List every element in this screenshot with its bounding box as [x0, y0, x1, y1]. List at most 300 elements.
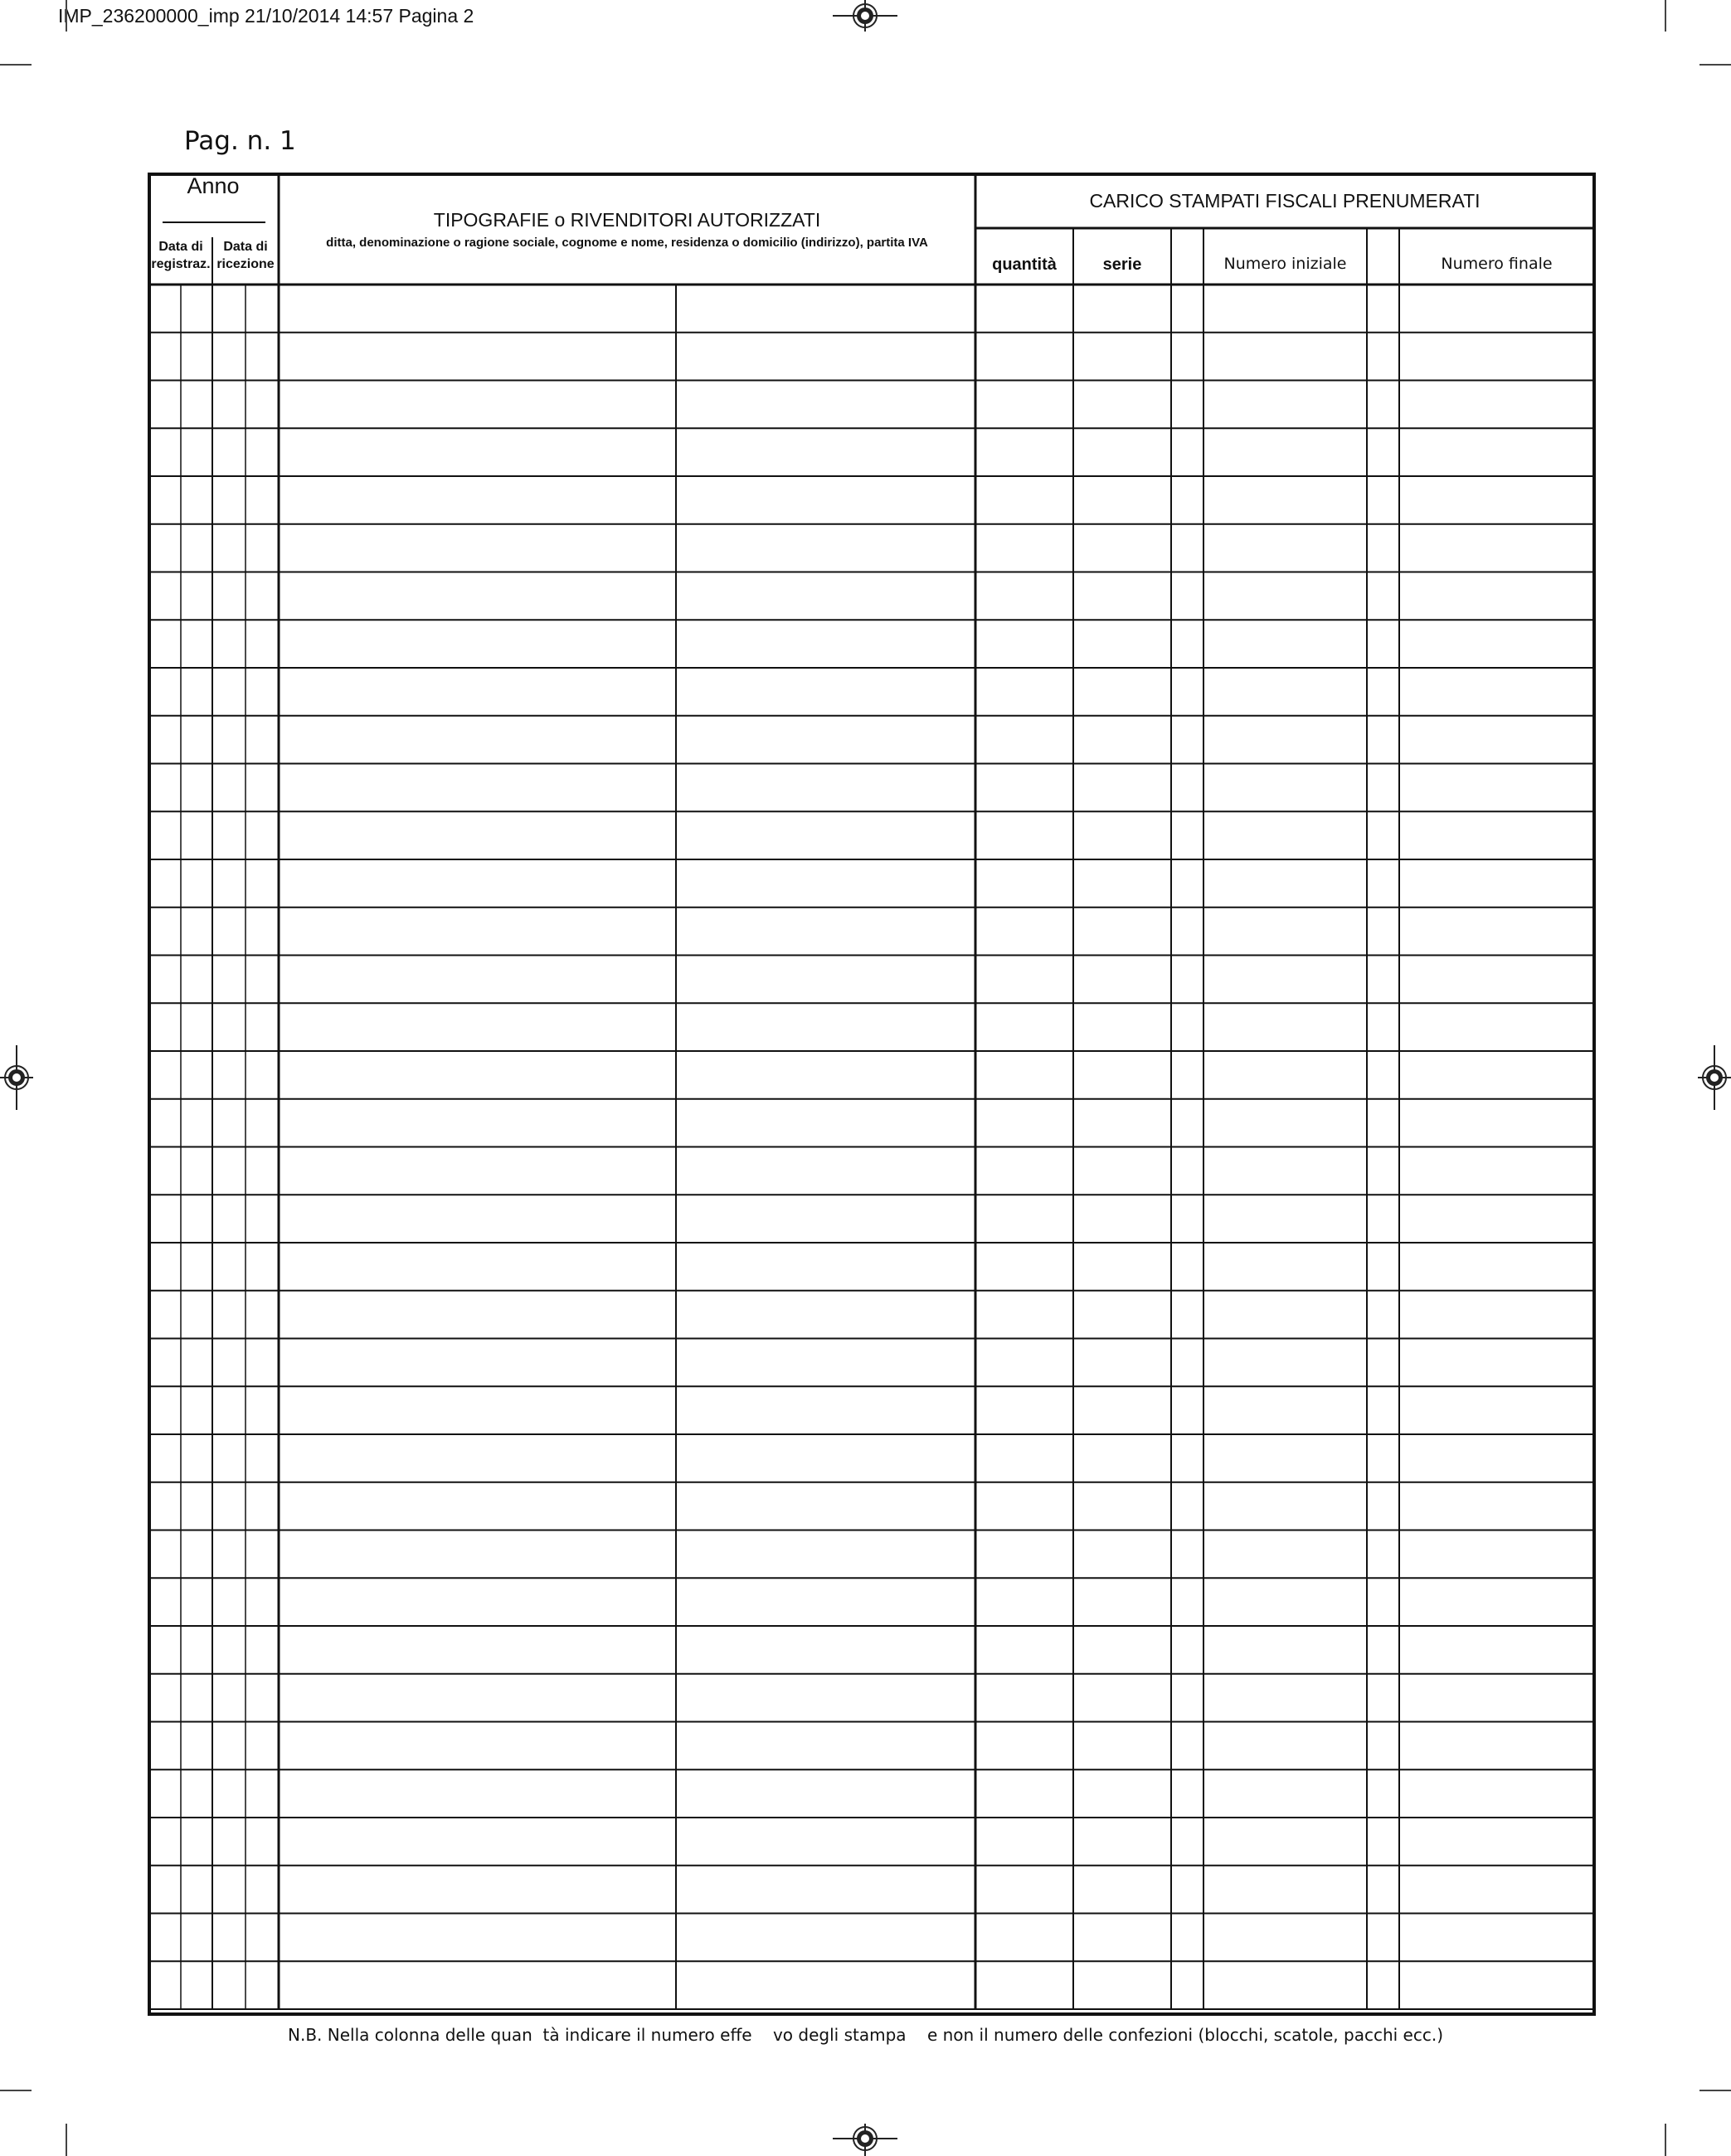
cell-serie[interactable]: [1073, 1243, 1171, 1291]
cell-quantita[interactable]: [975, 1339, 1073, 1387]
cell-numero-finale[interactable]: [1367, 524, 1594, 572]
cell-quantita[interactable]: [975, 1722, 1073, 1770]
cell-numero-finale[interactable]: [1367, 1531, 1594, 1579]
cell-numero-iniziale[interactable]: [1171, 1914, 1367, 1962]
cell-data-registrazione[interactable]: [149, 476, 212, 524]
cell-numero-iniziale[interactable]: [1171, 1099, 1367, 1147]
cell-indirizzo-partita-iva[interactable]: [676, 716, 975, 764]
cell-indirizzo-partita-iva[interactable]: [676, 476, 975, 524]
cell-numero-finale[interactable]: [1367, 956, 1594, 1004]
cell-data-registrazione[interactable]: [149, 1195, 212, 1243]
cell-quantita[interactable]: [975, 1866, 1073, 1914]
cell-numero-iniziale[interactable]: [1171, 908, 1367, 956]
cell-serie[interactable]: [1073, 764, 1171, 812]
cell-data-registrazione[interactable]: [149, 1099, 212, 1147]
cell-ditta[interactable]: [279, 1722, 676, 1770]
cell-data-ricezione[interactable]: [212, 1674, 279, 1722]
cell-serie[interactable]: [1073, 956, 1171, 1004]
cell-numero-iniziale[interactable]: [1171, 428, 1367, 476]
cell-numero-finale[interactable]: [1367, 1147, 1594, 1195]
cell-numero-finale[interactable]: [1367, 476, 1594, 524]
cell-numero-iniziale[interactable]: [1171, 333, 1367, 381]
cell-serie[interactable]: [1073, 1291, 1171, 1339]
cell-indirizzo-partita-iva[interactable]: [676, 1003, 975, 1051]
cell-indirizzo-partita-iva[interactable]: [676, 859, 975, 908]
cell-numero-iniziale[interactable]: [1171, 572, 1367, 621]
cell-data-ricezione[interactable]: [212, 1626, 279, 1674]
cell-data-ricezione[interactable]: [212, 956, 279, 1004]
cell-data-registrazione[interactable]: [149, 1769, 212, 1818]
cell-indirizzo-partita-iva[interactable]: [676, 1195, 975, 1243]
cell-quantita[interactable]: [975, 716, 1073, 764]
cell-numero-finale[interactable]: [1367, 1195, 1594, 1243]
cell-serie[interactable]: [1073, 476, 1171, 524]
cell-numero-iniziale[interactable]: [1171, 764, 1367, 812]
cell-data-ricezione[interactable]: [212, 524, 279, 572]
cell-ditta[interactable]: [279, 1578, 676, 1626]
cell-indirizzo-partita-iva[interactable]: [676, 1578, 975, 1626]
cell-data-ricezione[interactable]: [212, 716, 279, 764]
cell-data-ricezione[interactable]: [212, 811, 279, 859]
cell-data-registrazione[interactable]: [149, 1386, 212, 1434]
cell-indirizzo-partita-iva[interactable]: [676, 1961, 975, 2009]
cell-ditta[interactable]: [279, 1818, 676, 1866]
cell-serie[interactable]: [1073, 859, 1171, 908]
header-tipografie-title: TIPOGRAFIE o RIVENDITORI AUTORIZZATI: [433, 209, 821, 231]
cell-numero-iniziale[interactable]: [1171, 524, 1367, 572]
cell-serie[interactable]: [1073, 1482, 1171, 1531]
cell-numero-finale[interactable]: [1367, 572, 1594, 621]
cell-serie[interactable]: [1073, 1003, 1171, 1051]
cell-data-ricezione[interactable]: [212, 1243, 279, 1291]
cell-ditta[interactable]: [279, 381, 676, 429]
cell-data-ricezione[interactable]: [212, 428, 279, 476]
cell-numero-iniziale[interactable]: [1171, 716, 1367, 764]
cell-numero-iniziale[interactable]: [1171, 1626, 1367, 1674]
cell-ditta[interactable]: [279, 1339, 676, 1387]
cell-data-ricezione[interactable]: [212, 668, 279, 716]
cell-data-ricezione[interactable]: [212, 1003, 279, 1051]
cell-data-registrazione[interactable]: [149, 1722, 212, 1770]
header-numero-iniziale: Numero iniziale: [1223, 255, 1347, 273]
cell-numero-finale[interactable]: [1367, 1003, 1594, 1051]
cell-quantita[interactable]: [975, 620, 1073, 668]
cell-numero-finale[interactable]: [1367, 1961, 1594, 2009]
cell-indirizzo-partita-iva[interactable]: [676, 285, 975, 333]
cell-data-ricezione[interactable]: [212, 1386, 279, 1434]
cell-quantita[interactable]: [975, 764, 1073, 812]
cell-quantita[interactable]: [975, 1003, 1073, 1051]
cell-ditta[interactable]: [279, 1099, 676, 1147]
cell-serie[interactable]: [1073, 1626, 1171, 1674]
cell-data-ricezione[interactable]: [212, 572, 279, 621]
cell-indirizzo-partita-iva[interactable]: [676, 1818, 975, 1866]
cell-quantita[interactable]: [975, 1291, 1073, 1339]
cell-serie[interactable]: [1073, 1578, 1171, 1626]
cell-indirizzo-partita-iva[interactable]: [676, 1291, 975, 1339]
cell-serie[interactable]: [1073, 524, 1171, 572]
cell-serie[interactable]: [1073, 1147, 1171, 1195]
cell-serie[interactable]: [1073, 428, 1171, 476]
cell-numero-finale[interactable]: [1367, 1626, 1594, 1674]
cell-serie[interactable]: [1073, 1195, 1171, 1243]
cell-numero-iniziale[interactable]: [1171, 1674, 1367, 1722]
cell-numero-iniziale[interactable]: [1171, 1003, 1367, 1051]
cell-numero-iniziale[interactable]: [1171, 1722, 1367, 1770]
cell-ditta[interactable]: [279, 859, 676, 908]
cell-quantita[interactable]: [975, 1578, 1073, 1626]
cell-indirizzo-partita-iva[interactable]: [676, 1147, 975, 1195]
cell-serie[interactable]: [1073, 1914, 1171, 1962]
cell-ditta[interactable]: [279, 1003, 676, 1051]
cell-quantita[interactable]: [975, 811, 1073, 859]
cell-numero-finale[interactable]: [1367, 811, 1594, 859]
cell-data-registrazione[interactable]: [149, 1339, 212, 1387]
cell-indirizzo-partita-iva[interactable]: [676, 668, 975, 716]
cell-data-registrazione[interactable]: [149, 764, 212, 812]
cell-serie[interactable]: [1073, 1674, 1171, 1722]
cell-serie[interactable]: [1073, 716, 1171, 764]
cell-data-ricezione[interactable]: [212, 764, 279, 812]
cell-numero-iniziale[interactable]: [1171, 1531, 1367, 1579]
cell-numero-iniziale[interactable]: [1171, 1195, 1367, 1243]
cell-data-registrazione[interactable]: [149, 1482, 212, 1531]
cell-ditta[interactable]: [279, 428, 676, 476]
cell-numero-finale[interactable]: [1367, 1434, 1594, 1482]
cell-indirizzo-partita-iva[interactable]: [676, 381, 975, 429]
cell-data-registrazione[interactable]: [149, 333, 212, 381]
cell-indirizzo-partita-iva[interactable]: [676, 1339, 975, 1387]
cell-numero-finale[interactable]: [1367, 668, 1594, 716]
cell-numero-iniziale[interactable]: [1171, 1051, 1367, 1099]
cell-data-registrazione[interactable]: [149, 1434, 212, 1482]
cell-serie[interactable]: [1073, 1961, 1171, 2009]
cell-serie[interactable]: [1073, 668, 1171, 716]
cell-ditta[interactable]: [279, 1434, 676, 1482]
cell-data-ricezione[interactable]: [212, 908, 279, 956]
cell-serie[interactable]: [1073, 1769, 1171, 1818]
cell-data-ricezione[interactable]: [212, 1291, 279, 1339]
cell-numero-finale[interactable]: [1367, 1291, 1594, 1339]
cell-data-registrazione[interactable]: [149, 1531, 212, 1579]
cell-data-registrazione[interactable]: [149, 811, 212, 859]
cell-data-ricezione[interactable]: [212, 1147, 279, 1195]
cell-data-registrazione[interactable]: [149, 1243, 212, 1291]
cell-data-registrazione[interactable]: [149, 1291, 212, 1339]
cell-numero-finale[interactable]: [1367, 1818, 1594, 1866]
cell-serie[interactable]: [1073, 1818, 1171, 1866]
cell-quantita[interactable]: [975, 668, 1073, 716]
cell-indirizzo-partita-iva[interactable]: [676, 1051, 975, 1099]
cell-data-ricezione[interactable]: [212, 1195, 279, 1243]
cell-indirizzo-partita-iva[interactable]: [676, 1866, 975, 1914]
cell-numero-iniziale[interactable]: [1171, 1769, 1367, 1818]
cell-data-ricezione[interactable]: [212, 859, 279, 908]
cell-indirizzo-partita-iva[interactable]: [676, 1243, 975, 1291]
cell-numero-iniziale[interactable]: [1171, 1386, 1367, 1434]
cell-quantita[interactable]: [975, 1147, 1073, 1195]
cell-numero-iniziale[interactable]: [1171, 956, 1367, 1004]
cell-indirizzo-partita-iva[interactable]: [676, 1386, 975, 1434]
page-number: Pag. n. 1: [184, 126, 296, 156]
cell-data-ricezione[interactable]: [212, 620, 279, 668]
cell-serie[interactable]: [1073, 811, 1171, 859]
cell-indirizzo-partita-iva[interactable]: [676, 1722, 975, 1770]
cell-indirizzo-partita-iva[interactable]: [676, 908, 975, 956]
cell-serie[interactable]: [1073, 1531, 1171, 1579]
cell-ditta[interactable]: [279, 1243, 676, 1291]
cell-serie[interactable]: [1073, 1099, 1171, 1147]
cell-indirizzo-partita-iva[interactable]: [676, 1914, 975, 1962]
cell-numero-finale[interactable]: [1367, 620, 1594, 668]
cell-numero-finale[interactable]: [1367, 764, 1594, 812]
cell-numero-iniziale[interactable]: [1171, 1434, 1367, 1482]
cell-quantita[interactable]: [975, 1769, 1073, 1818]
cell-numero-iniziale[interactable]: [1171, 476, 1367, 524]
header-data-registrazione: Data di registraz.: [151, 240, 211, 271]
cell-data-registrazione[interactable]: [149, 859, 212, 908]
cell-quantita[interactable]: [975, 428, 1073, 476]
cell-data-ricezione[interactable]: [212, 1482, 279, 1531]
cell-numero-iniziale[interactable]: [1171, 1866, 1367, 1914]
print-slug: IMP_236200000_imp 21/10/2014 14:57 Pagina 2: [58, 5, 474, 27]
cell-serie[interactable]: [1073, 1866, 1171, 1914]
cell-ditta[interactable]: [279, 1195, 676, 1243]
cell-quantita[interactable]: [975, 1434, 1073, 1482]
cell-numero-finale[interactable]: [1367, 1674, 1594, 1722]
cell-data-ricezione[interactable]: [212, 1722, 279, 1770]
cell-quantita[interactable]: [975, 908, 1073, 956]
cell-numero-iniziale[interactable]: [1171, 1339, 1367, 1387]
cell-quantita[interactable]: [975, 1674, 1073, 1722]
cell-quantita[interactable]: [975, 524, 1073, 572]
cell-ditta[interactable]: [279, 668, 676, 716]
header-numero-finale: Numero finale: [1441, 255, 1553, 273]
cell-data-registrazione[interactable]: [149, 956, 212, 1004]
cell-quantita[interactable]: [975, 1243, 1073, 1291]
cell-serie[interactable]: [1073, 620, 1171, 668]
footnote: N.B. Nella colonna delle quan tà indicare il numero effe vo degli stampa e non il numero delle confezioni (blocchi, scatole, pacchi ecc.): [288, 2025, 1443, 2045]
header-quantita: quantità: [992, 256, 1057, 274]
header-data-ricezione: Data di ricezione: [216, 240, 275, 271]
cell-numero-finale[interactable]: [1367, 428, 1594, 476]
cell-data-ricezione[interactable]: [212, 381, 279, 429]
cell-ditta[interactable]: [279, 764, 676, 812]
cell-numero-finale[interactable]: [1367, 381, 1594, 429]
cell-data-ricezione[interactable]: [212, 1434, 279, 1482]
cell-ditta[interactable]: [279, 1482, 676, 1531]
cell-data-ricezione[interactable]: [212, 1769, 279, 1818]
cell-data-ricezione[interactable]: [212, 285, 279, 333]
cell-numero-finale[interactable]: [1367, 1243, 1594, 1291]
header-tipografie-subtitle: ditta, denominazione o ragione sociale, cognome e nome, residenza o domicilio (indirizzo), partita IVA: [326, 236, 928, 250]
cell-numero-finale[interactable]: [1367, 859, 1594, 908]
cell-numero-iniziale[interactable]: [1171, 1961, 1367, 2009]
cell-ditta[interactable]: [279, 1961, 676, 2009]
cell-ditta[interactable]: [279, 1866, 676, 1914]
cell-numero-finale[interactable]: [1367, 285, 1594, 333]
cell-data-ricezione[interactable]: [212, 333, 279, 381]
cell-data-registrazione[interactable]: [149, 668, 212, 716]
cell-ditta[interactable]: [279, 1051, 676, 1099]
cell-numero-finale[interactable]: [1367, 1769, 1594, 1818]
cell-ditta[interactable]: [279, 1626, 676, 1674]
cell-ditta[interactable]: [279, 716, 676, 764]
cell-quantita[interactable]: [975, 1818, 1073, 1866]
cell-indirizzo-partita-iva[interactable]: [676, 1674, 975, 1722]
cell-ditta[interactable]: [279, 908, 676, 956]
cell-numero-iniziale[interactable]: [1171, 668, 1367, 716]
cell-serie[interactable]: [1073, 1051, 1171, 1099]
cell-quantita[interactable]: [975, 381, 1073, 429]
cell-ditta[interactable]: [279, 285, 676, 333]
cell-serie[interactable]: [1073, 1386, 1171, 1434]
cell-data-registrazione[interactable]: [149, 428, 212, 476]
cell-data-registrazione[interactable]: [149, 1866, 212, 1914]
cell-data-registrazione[interactable]: [149, 1626, 212, 1674]
cell-numero-iniziale[interactable]: [1171, 859, 1367, 908]
cell-serie[interactable]: [1073, 1722, 1171, 1770]
cell-serie[interactable]: [1073, 285, 1171, 333]
cell-quantita[interactable]: [975, 572, 1073, 621]
cell-quantita[interactable]: [975, 1051, 1073, 1099]
cell-quantita[interactable]: [975, 1099, 1073, 1147]
cell-indirizzo-partita-iva[interactable]: [676, 524, 975, 572]
cell-ditta[interactable]: [279, 620, 676, 668]
cell-data-registrazione[interactable]: [149, 1818, 212, 1866]
cell-quantita[interactable]: [975, 1914, 1073, 1962]
cell-ditta[interactable]: [279, 1386, 676, 1434]
cell-indirizzo-partita-iva[interactable]: [676, 620, 975, 668]
cell-ditta[interactable]: [279, 1914, 676, 1962]
cell-data-ricezione[interactable]: [212, 1339, 279, 1387]
cell-indirizzo-partita-iva[interactable]: [676, 1099, 975, 1147]
cell-serie[interactable]: [1073, 1434, 1171, 1482]
cell-data-ricezione[interactable]: [212, 1051, 279, 1099]
cell-data-registrazione[interactable]: [149, 1674, 212, 1722]
cell-indirizzo-partita-iva[interactable]: [676, 811, 975, 859]
cell-data-registrazione[interactable]: [149, 716, 212, 764]
cell-quantita[interactable]: [975, 1626, 1073, 1674]
header-serie: serie: [1102, 256, 1142, 274]
cell-indirizzo-partita-iva[interactable]: [676, 428, 975, 476]
cell-ditta[interactable]: [279, 572, 676, 621]
cell-data-ricezione[interactable]: [212, 476, 279, 524]
cell-numero-iniziale[interactable]: [1171, 811, 1367, 859]
header-anno: Anno: [187, 173, 240, 198]
cell-indirizzo-partita-iva[interactable]: [676, 956, 975, 1004]
cell-ditta[interactable]: [279, 333, 676, 381]
cell-numero-finale[interactable]: [1367, 1722, 1594, 1770]
cell-data-registrazione[interactable]: [149, 524, 212, 572]
cell-numero-finale[interactable]: [1367, 1099, 1594, 1147]
cell-numero-iniziale[interactable]: [1171, 1243, 1367, 1291]
cell-numero-finale[interactable]: [1367, 1914, 1594, 1962]
cell-indirizzo-partita-iva[interactable]: [676, 572, 975, 621]
cell-ditta[interactable]: [279, 1674, 676, 1722]
cell-data-registrazione[interactable]: [149, 381, 212, 429]
cell-ditta[interactable]: [279, 524, 676, 572]
cell-data-registrazione[interactable]: [149, 1147, 212, 1195]
cell-quantita[interactable]: [975, 1195, 1073, 1243]
cell-quantita[interactable]: [975, 285, 1073, 333]
cell-indirizzo-partita-iva[interactable]: [676, 1434, 975, 1482]
cell-numero-finale[interactable]: [1367, 1339, 1594, 1387]
cell-numero-finale[interactable]: [1367, 1386, 1594, 1434]
cell-data-registrazione[interactable]: [149, 1914, 212, 1962]
cell-data-registrazione[interactable]: [149, 1961, 212, 2009]
cell-ditta[interactable]: [279, 1147, 676, 1195]
cell-numero-finale[interactable]: [1367, 1051, 1594, 1099]
cell-indirizzo-partita-iva[interactable]: [676, 333, 975, 381]
cell-indirizzo-partita-iva[interactable]: [676, 764, 975, 812]
cell-data-ricezione[interactable]: [212, 1961, 279, 2009]
cell-ditta[interactable]: [279, 956, 676, 1004]
cell-quantita[interactable]: [975, 956, 1073, 1004]
cell-indirizzo-partita-iva[interactable]: [676, 1626, 975, 1674]
cell-ditta[interactable]: [279, 1769, 676, 1818]
cell-data-ricezione[interactable]: [212, 1578, 279, 1626]
cell-numero-iniziale[interactable]: [1171, 285, 1367, 333]
cell-quantita[interactable]: [975, 1531, 1073, 1579]
cell-numero-iniziale[interactable]: [1171, 1147, 1367, 1195]
cell-numero-iniziale[interactable]: [1171, 620, 1367, 668]
cell-ditta[interactable]: [279, 1291, 676, 1339]
cell-quantita[interactable]: [975, 333, 1073, 381]
cell-numero-finale[interactable]: [1367, 908, 1594, 956]
cell-serie[interactable]: [1073, 1339, 1171, 1387]
cell-serie[interactable]: [1073, 572, 1171, 621]
cell-data-ricezione[interactable]: [212, 1818, 279, 1866]
cell-numero-iniziale[interactable]: [1171, 381, 1367, 429]
cell-numero-finale[interactable]: [1367, 1866, 1594, 1914]
cell-ditta[interactable]: [279, 1531, 676, 1579]
cell-data-ricezione[interactable]: [212, 1914, 279, 1962]
cell-ditta[interactable]: [279, 476, 676, 524]
cell-quantita[interactable]: [975, 1961, 1073, 2009]
cell-data-ricezione[interactable]: [212, 1866, 279, 1914]
cell-quantita[interactable]: [975, 859, 1073, 908]
cell-indirizzo-partita-iva[interactable]: [676, 1769, 975, 1818]
cell-quantita[interactable]: [975, 1482, 1073, 1531]
cell-indirizzo-partita-iva[interactable]: [676, 1531, 975, 1579]
cell-numero-finale[interactable]: [1367, 1578, 1594, 1626]
cell-quantita[interactable]: [975, 1386, 1073, 1434]
cell-data-registrazione[interactable]: [149, 908, 212, 956]
cell-data-ricezione[interactable]: [212, 1099, 279, 1147]
cell-indirizzo-partita-iva[interactable]: [676, 1482, 975, 1531]
cell-data-registrazione[interactable]: [149, 1578, 212, 1626]
cell-numero-iniziale[interactable]: [1171, 1818, 1367, 1866]
cell-numero-finale[interactable]: [1367, 716, 1594, 764]
cell-data-registrazione[interactable]: [149, 620, 212, 668]
cell-numero-finale[interactable]: [1367, 1482, 1594, 1531]
cell-serie[interactable]: [1073, 908, 1171, 956]
cell-data-registrazione[interactable]: [149, 1003, 212, 1051]
cell-serie[interactable]: [1073, 333, 1171, 381]
cell-data-registrazione[interactable]: [149, 285, 212, 333]
cell-quantita[interactable]: [975, 476, 1073, 524]
cell-data-ricezione[interactable]: [212, 1531, 279, 1579]
cell-numero-iniziale[interactable]: [1171, 1482, 1367, 1531]
cell-data-registrazione[interactable]: [149, 572, 212, 621]
cell-data-registrazione[interactable]: [149, 1051, 212, 1099]
cell-numero-finale[interactable]: [1367, 333, 1594, 381]
cell-numero-iniziale[interactable]: [1171, 1578, 1367, 1626]
cell-serie[interactable]: [1073, 381, 1171, 429]
cell-ditta[interactable]: [279, 811, 676, 859]
cell-numero-iniziale[interactable]: [1171, 1291, 1367, 1339]
